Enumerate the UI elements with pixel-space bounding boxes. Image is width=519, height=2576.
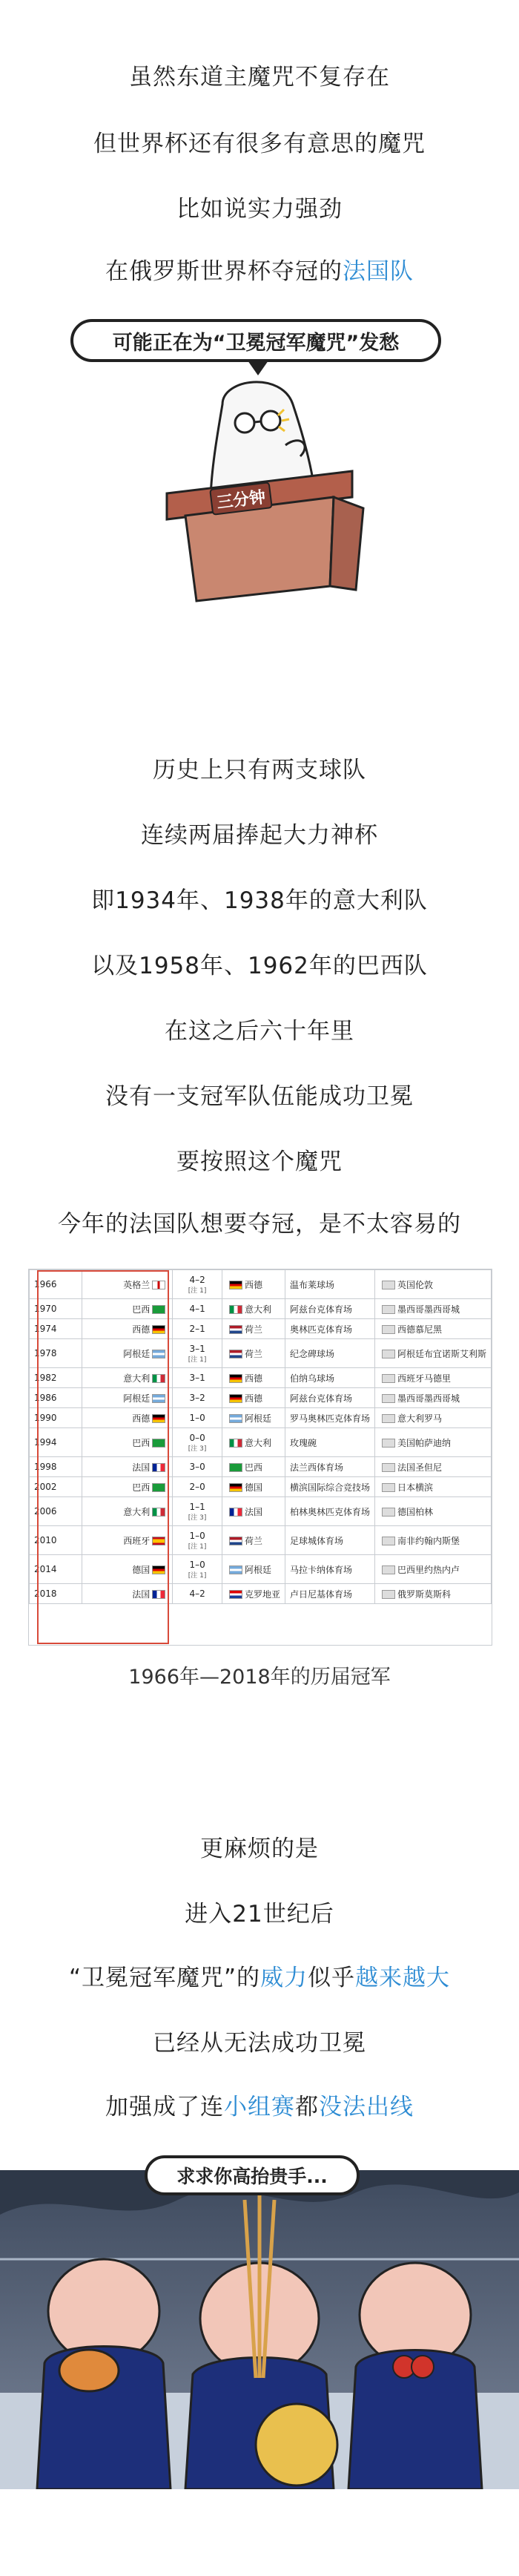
history-line-2: 连续两届捧起大力神杯 xyxy=(141,822,378,849)
city-flag-icon xyxy=(382,1565,395,1574)
runner-up-cell xyxy=(222,1584,285,1604)
table-row xyxy=(30,1555,492,1584)
trouble-line-2: 进入21世纪后 xyxy=(185,1901,334,1928)
bubble-2-text: 求求你高抬贵手... xyxy=(176,2166,328,2187)
winner-cell xyxy=(82,1339,173,1368)
table-row xyxy=(30,1368,492,1388)
city-cell xyxy=(374,1299,491,1319)
city-flag-icon xyxy=(382,1305,395,1314)
venue-cell: 罗马奥林匹克体育场 xyxy=(285,1408,374,1428)
venue-cell: 伯纳乌球场 xyxy=(285,1368,374,1388)
year-cell: 1970 xyxy=(30,1299,82,1319)
history-line-7: 要按照这个魔咒 xyxy=(176,1149,343,1175)
runner-up-cell xyxy=(222,1428,285,1457)
score-cell xyxy=(173,1368,222,1388)
city-flag-icon xyxy=(382,1414,395,1423)
city-name: 南非约翰内斯堡 xyxy=(397,1535,460,1546)
history-line-6: 没有一支冠军队伍能成功卫冕 xyxy=(105,1083,414,1110)
city-flag-icon xyxy=(382,1590,395,1599)
score-cell xyxy=(173,1428,222,1457)
score: 1–1 xyxy=(189,1501,205,1512)
runner-up-name: 意大利 xyxy=(244,1304,271,1315)
year-cell: 2018 xyxy=(30,1584,82,1604)
city-cell xyxy=(374,1339,491,1368)
runner-up-name: 阿根廷 xyxy=(244,1564,271,1575)
city-cell xyxy=(374,1368,491,1388)
winner-name: 巴西 xyxy=(132,1304,151,1315)
table-row xyxy=(30,1526,492,1555)
runner-up-flag-icon xyxy=(229,1374,242,1383)
history-line-4: 以及1958年、1962年的巴西队 xyxy=(91,953,428,979)
intro-line-1: 虽然东道主魔咒不复存在 xyxy=(129,64,390,91)
city-name: 墨西哥墨西哥城 xyxy=(397,1393,460,1404)
runner-up-cell xyxy=(222,1526,285,1555)
table-row xyxy=(30,1388,492,1408)
city-flag-icon xyxy=(382,1350,395,1358)
runner-up-flag-icon xyxy=(229,1394,242,1403)
runner-up-cell xyxy=(222,1555,285,1584)
city-cell xyxy=(374,1270,491,1299)
trouble-line-3-a: “卫冕冠军魔咒”的 xyxy=(68,1965,261,1991)
score-cell xyxy=(173,1584,222,1604)
score-note: [注 1] xyxy=(188,1356,207,1364)
city-cell xyxy=(374,1526,491,1555)
table-row xyxy=(30,1428,492,1457)
city-flag-icon xyxy=(382,1508,395,1517)
city-cell xyxy=(374,1319,491,1339)
runner-up-name: 德国 xyxy=(244,1482,262,1493)
winner-cell xyxy=(82,1526,173,1555)
runner-up-cell xyxy=(222,1270,285,1299)
runner-up-flag-icon xyxy=(229,1281,242,1289)
mascot-podium-illustration xyxy=(133,375,386,612)
trouble-line-5 xyxy=(0,2088,519,2121)
runner-up-flag-icon xyxy=(229,1439,242,1448)
winner-name: 西班牙 xyxy=(123,1535,151,1546)
runner-up-name: 西德 xyxy=(244,1279,262,1290)
score: 1–0 xyxy=(189,1530,205,1541)
winner-cell xyxy=(82,1555,173,1584)
year-cell: 2002 xyxy=(30,1477,82,1497)
year-cell: 1994 xyxy=(30,1428,82,1457)
score-cell xyxy=(173,1408,222,1428)
runner-up-cell xyxy=(222,1408,285,1428)
table-row xyxy=(30,1299,492,1319)
venue-cell: 法兰西体育场 xyxy=(285,1457,374,1477)
history-line-5: 在这之后六十年里 xyxy=(165,1018,354,1045)
runner-up-name: 荷兰 xyxy=(244,1324,262,1335)
score-cell xyxy=(173,1526,222,1555)
winner-cell xyxy=(82,1319,173,1339)
winner-cell xyxy=(82,1584,173,1604)
winner-cell xyxy=(82,1477,173,1497)
venue-cell: 横滨国际综合竞技场 xyxy=(285,1477,374,1497)
winner-cell xyxy=(82,1368,173,1388)
stronger-highlight: 越来越大 xyxy=(355,1965,451,1991)
city-name: 意大利罗马 xyxy=(397,1413,442,1424)
power-highlight: 威力 xyxy=(260,1965,308,1991)
score: 3–0 xyxy=(189,1462,205,1472)
intro-line-4-prefix: 在俄罗斯世界杯夺冠的 xyxy=(105,258,343,285)
year-cell: 2014 xyxy=(30,1555,82,1584)
winner-cell xyxy=(82,1408,173,1428)
venue-cell: 阿兹台克体育场 xyxy=(285,1299,374,1319)
venue-cell: 卢日尼基体育场 xyxy=(285,1584,374,1604)
runner-up-cell xyxy=(222,1319,285,1339)
table-row xyxy=(30,1339,492,1368)
city-name: 日本横滨 xyxy=(397,1482,433,1493)
winner-flag-icon xyxy=(152,1565,165,1574)
score-cell xyxy=(173,1477,222,1497)
intro-line-2: 但世界杯还有很多有意思的魔咒 xyxy=(93,131,426,157)
score: 2–1 xyxy=(189,1324,205,1334)
winner-flag-icon xyxy=(152,1305,165,1314)
city-name: 巴西里约热内卢 xyxy=(397,1564,460,1575)
city-name: 德国柏林 xyxy=(397,1506,433,1517)
city-cell xyxy=(374,1457,491,1477)
intro-line-4 xyxy=(0,252,519,286)
year-cell: 2010 xyxy=(30,1526,82,1555)
group-stage-highlight: 小组赛 xyxy=(224,2094,295,2120)
city-cell xyxy=(374,1584,491,1604)
year-cell: 2006 xyxy=(30,1497,82,1526)
winner-name: 英格兰 xyxy=(123,1279,151,1290)
score: 1–0 xyxy=(189,1559,205,1570)
score: 3–1 xyxy=(189,1373,205,1383)
table-row xyxy=(30,1270,492,1299)
winner-flag-icon xyxy=(152,1350,165,1358)
score-note: [注 3] xyxy=(188,1445,207,1453)
winner-flag-icon xyxy=(152,1590,165,1599)
venue-cell: 奥林匹克体育场 xyxy=(285,1319,374,1339)
table-row xyxy=(30,1408,492,1428)
winner-name: 西德 xyxy=(132,1413,151,1424)
city-cell xyxy=(374,1388,491,1408)
winner-cell xyxy=(82,1299,173,1319)
city-flag-icon xyxy=(382,1374,395,1383)
city-cell xyxy=(374,1497,491,1526)
winner-flag-icon xyxy=(152,1374,165,1383)
runner-up-name: 意大利 xyxy=(244,1437,271,1448)
venue-cell: 纪念碑球场 xyxy=(285,1339,374,1368)
score: 2–0 xyxy=(189,1482,205,1492)
score-note: [注 1] xyxy=(188,1542,207,1551)
table-caption: 1966年—2018年的历届冠军 xyxy=(128,1666,391,1689)
winner-flag-icon xyxy=(152,1439,165,1448)
winner-name: 西德 xyxy=(132,1324,151,1335)
city-cell xyxy=(374,1408,491,1428)
runner-up-cell xyxy=(222,1339,285,1368)
winner-name: 巴西 xyxy=(132,1437,151,1448)
podium-label: 三分钟 xyxy=(216,488,267,513)
venue-cell: 柏林奥林匹克体育场 xyxy=(285,1497,374,1526)
runner-up-name: 荷兰 xyxy=(244,1535,262,1546)
winner-name: 阿根廷 xyxy=(123,1393,151,1404)
score: 4–2 xyxy=(189,1274,205,1285)
score-cell xyxy=(173,1388,222,1408)
winner-flag-icon xyxy=(152,1414,165,1423)
winner-flag-icon xyxy=(152,1508,165,1517)
history-line-3: 即1934年、1938年的意大利队 xyxy=(91,887,428,914)
runner-up-cell xyxy=(222,1477,285,1497)
venue-cell: 马拉卡纳体育场 xyxy=(285,1555,374,1584)
score-cell xyxy=(173,1319,222,1339)
winner-name: 意大利 xyxy=(123,1373,151,1384)
year-cell: 1978 xyxy=(30,1339,82,1368)
runner-up-cell xyxy=(222,1368,285,1388)
city-name: 英国伦敦 xyxy=(397,1279,433,1290)
score-cell xyxy=(173,1270,222,1299)
runner-up-name: 西德 xyxy=(244,1373,262,1384)
table-row xyxy=(30,1319,492,1339)
winner-cell xyxy=(82,1388,173,1408)
table-row xyxy=(30,1477,492,1497)
city-flag-icon xyxy=(382,1439,395,1448)
venue-cell: 阿兹台克体育场 xyxy=(285,1388,374,1408)
trouble-line-3-c: 似乎 xyxy=(308,1965,356,1991)
venue-cell: 温布莱球场 xyxy=(285,1270,374,1299)
year-cell: 1974 xyxy=(30,1319,82,1339)
runner-up-cell xyxy=(222,1457,285,1477)
city-flag-icon xyxy=(382,1483,395,1492)
winner-flag-icon xyxy=(152,1537,165,1545)
winner-name: 法国 xyxy=(132,1462,151,1473)
city-flag-icon xyxy=(382,1281,395,1289)
score: 1–0 xyxy=(189,1413,205,1423)
runner-up-flag-icon xyxy=(229,1565,242,1574)
score-note: [注 1] xyxy=(188,1571,207,1580)
venue-cell: 玫瑰碗 xyxy=(285,1428,374,1457)
table-row xyxy=(30,1457,492,1477)
runner-up-name: 西德 xyxy=(244,1393,262,1404)
runner-up-flag-icon xyxy=(229,1590,242,1599)
runner-up-name: 巴西 xyxy=(244,1462,262,1473)
score-note: [注 3] xyxy=(188,1514,207,1522)
intro-line-3: 比如说实力强劲 xyxy=(176,196,343,223)
score-cell xyxy=(173,1555,222,1584)
table-row xyxy=(30,1584,492,1604)
runner-up-flag-icon xyxy=(229,1305,242,1314)
history-line-8: 今年的法国队想要夺冠，是不太容易的 xyxy=(58,1211,461,1238)
city-name: 墨西哥墨西哥城 xyxy=(397,1304,460,1315)
runner-up-flag-icon xyxy=(229,1463,242,1472)
cannot-advance-highlight: 没法出线 xyxy=(319,2094,414,2120)
winner-name: 德国 xyxy=(132,1564,151,1575)
runner-up-flag-icon xyxy=(229,1350,242,1358)
city-name: 西德慕尼黑 xyxy=(397,1324,442,1335)
winner-cell xyxy=(82,1270,173,1299)
year-cell: 1990 xyxy=(30,1408,82,1428)
speech-bubble-1 xyxy=(70,319,441,362)
runner-up-flag-icon xyxy=(229,1414,242,1423)
trouble-line-5-c: 都 xyxy=(295,2094,319,2120)
runner-up-name: 阿根廷 xyxy=(244,1413,271,1424)
france-highlight: 法国队 xyxy=(343,258,414,285)
year-cell: 1966 xyxy=(30,1270,82,1299)
winner-flag-icon xyxy=(152,1463,165,1472)
score: 3–2 xyxy=(189,1393,205,1403)
winner-flag-icon xyxy=(152,1483,165,1492)
score-cell xyxy=(173,1457,222,1477)
city-name: 阿根廷布宜诺斯艾利斯 xyxy=(397,1348,486,1359)
city-flag-icon xyxy=(382,1537,395,1545)
score-note: [注 1] xyxy=(188,1287,207,1295)
champions-table xyxy=(28,1269,492,1646)
runner-up-cell xyxy=(222,1299,285,1319)
city-cell xyxy=(374,1428,491,1457)
score-cell xyxy=(173,1497,222,1526)
winner-name: 阿根廷 xyxy=(123,1348,151,1359)
runner-up-cell xyxy=(222,1497,285,1526)
runner-up-name: 克罗地亚 xyxy=(244,1588,280,1600)
runner-up-flag-icon xyxy=(229,1537,242,1545)
runner-up-cell xyxy=(222,1388,285,1408)
praying-players-illustration xyxy=(0,2170,519,2489)
city-cell xyxy=(374,1477,491,1497)
city-cell xyxy=(374,1555,491,1584)
trouble-line-5-a: 加强成了连 xyxy=(105,2094,224,2120)
year-cell: 1982 xyxy=(30,1368,82,1388)
winner-cell xyxy=(82,1497,173,1526)
year-cell: 1998 xyxy=(30,1457,82,1477)
trouble-line-1: 更麻烦的是 xyxy=(200,1836,319,1862)
score: 4–2 xyxy=(189,1588,205,1599)
city-flag-icon xyxy=(382,1394,395,1403)
score-cell xyxy=(173,1299,222,1319)
winner-name: 意大利 xyxy=(123,1506,151,1517)
runner-up-flag-icon xyxy=(229,1325,242,1334)
history-line-1: 历史上只有两支球队 xyxy=(153,757,366,783)
runner-up-flag-icon xyxy=(229,1483,242,1492)
runner-up-name: 法国 xyxy=(244,1506,262,1517)
score: 0–0 xyxy=(189,1432,205,1443)
venue-cell: 足球城体育场 xyxy=(285,1526,374,1555)
city-name: 西班牙马德里 xyxy=(397,1373,451,1384)
trouble-line-4: 已经从无法成功卫冕 xyxy=(153,2030,366,2057)
winner-name: 巴西 xyxy=(132,1482,151,1493)
winner-flag-icon xyxy=(152,1281,165,1289)
table-row xyxy=(30,1497,492,1526)
runner-up-flag-icon xyxy=(229,1508,242,1517)
city-name: 俄罗斯莫斯科 xyxy=(397,1588,451,1600)
score: 3–1 xyxy=(189,1343,205,1354)
trouble-line-3 xyxy=(0,1959,519,1992)
city-name: 美国帕萨迪纳 xyxy=(397,1437,451,1448)
city-name: 法国圣但尼 xyxy=(397,1462,442,1473)
city-flag-icon xyxy=(382,1325,395,1334)
winner-cell xyxy=(82,1428,173,1457)
winner-name: 法国 xyxy=(132,1588,151,1600)
runner-up-name: 荷兰 xyxy=(244,1348,262,1359)
bubble-1-text: 可能正在为“卫冕冠军魔咒”发愁 xyxy=(112,331,400,355)
speech-bubble-2 xyxy=(145,2155,360,2195)
city-flag-icon xyxy=(382,1463,395,1472)
score-cell xyxy=(173,1339,222,1368)
winner-cell xyxy=(82,1457,173,1477)
year-cell: 1986 xyxy=(30,1388,82,1408)
winner-flag-icon xyxy=(152,1394,165,1403)
score: 4–1 xyxy=(189,1304,205,1314)
winner-flag-icon xyxy=(152,1325,165,1334)
